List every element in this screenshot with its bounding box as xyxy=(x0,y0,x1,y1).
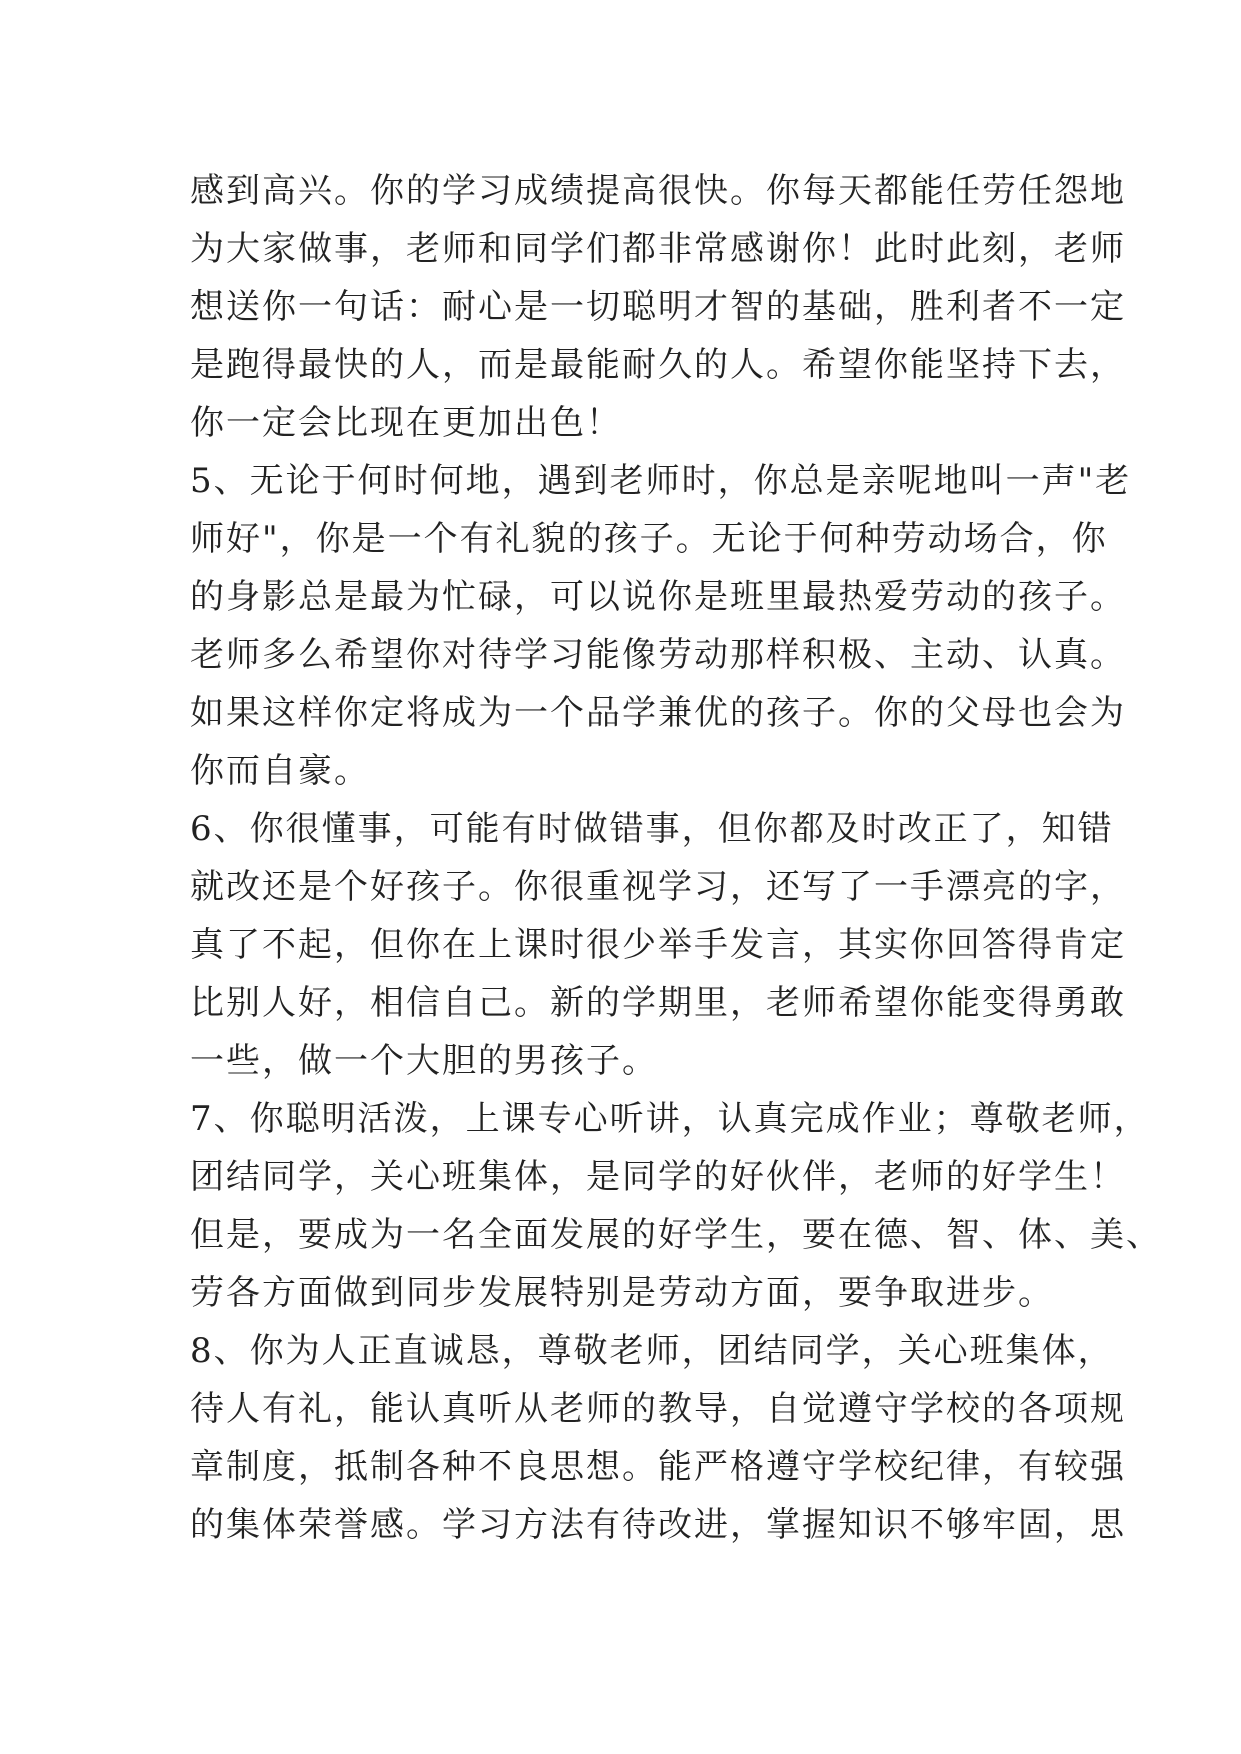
text-line: 的集体荣誉感。学习方法有待改进，掌握知识不够牢固，思 xyxy=(190,1505,1126,1545)
text-line: 一些，做一个大胆的男孩子。 xyxy=(190,1041,658,1081)
text-line: 是跑得最快的人，而是最能耐久的人。希望你能坚持下去， xyxy=(190,345,1126,385)
text-line: 师好"，你是一个有礼貌的孩子。无论于何种劳动场合，你 xyxy=(190,519,1108,559)
text-line: 劳各方面做到同步发展特别是劳动方面，要争取进步。 xyxy=(190,1273,1054,1313)
text-line: 章制度，抵制各种不良思想。能严格遵守学校纪律，有较强 xyxy=(190,1447,1126,1487)
text-line: 如果这样你定将成为一个品学兼优的孩子。你的父母也会为 xyxy=(190,693,1126,733)
text-line: 就改还是个好孩子。你很重视学习，还写了一手漂亮的字， xyxy=(190,867,1126,907)
text-line: 的身影总是最为忙碌，可以说你是班里最热爱劳动的孩子。 xyxy=(190,577,1126,617)
text-line: 为大家做事，老师和同学们都非常感谢你！此时此刻，老师 xyxy=(190,229,1126,269)
text-line: 7、你聪明活泼，上课专心听讲，认真完成作业；尊敬老师， xyxy=(190,1099,1150,1139)
text-line: 8、你为人正直诚恳，尊敬老师，团结同学，关心班集体， xyxy=(190,1331,1114,1371)
text-line: 你而自豪。 xyxy=(190,751,370,791)
text-line: 6、你很懂事，可能有时做错事，但你都及时改正了，知错 xyxy=(190,809,1114,849)
text-line: 真了不起，但你在上课时很少举手发言，其实你回答得肯定 xyxy=(190,925,1126,965)
body-text xyxy=(190,162,1162,1554)
text-line: 你一定会比现在更加出色！ xyxy=(190,403,622,443)
text-line: 待人有礼，能认真听从老师的教导，自觉遵守学校的各项规 xyxy=(190,1389,1126,1429)
text-line: 5、无论于何时何地，遇到老师时，你总是亲呢地叫一声"老 xyxy=(190,461,1132,501)
text-line: 想送你一句话：耐心是一切聪明才智的基础，胜利者不一定 xyxy=(190,287,1126,327)
text-line: 比别人好，相信自己。新的学期里，老师希望你能变得勇敢 xyxy=(190,983,1126,1023)
text-line: 感到高兴。你的学习成绩提高很快。你每天都能任劳任怨地 xyxy=(190,171,1126,211)
text-line: 团结同学，关心班集体，是同学的好伙伴，老师的好学生！ xyxy=(190,1157,1126,1197)
text-line: 老师多么希望你对待学习能像劳动那样积极、主动、认真。 xyxy=(190,635,1126,675)
text-line: 但是，要成为一名全面发展的好学生，要在德、智、体、美、 xyxy=(190,1215,1162,1255)
